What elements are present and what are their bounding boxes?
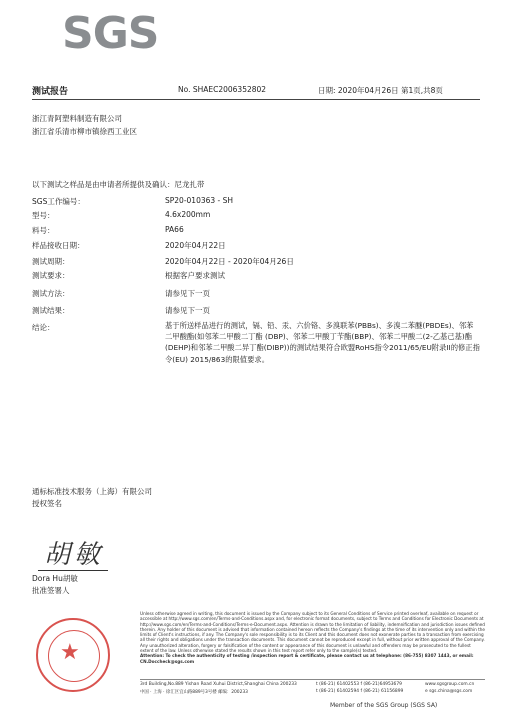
signatory-role: 授权签名 [32, 499, 62, 508]
footer-en-address: 3rd Building,No.889 Yishan Road Xuhui District,Shanghai China 200233 [140, 682, 297, 687]
client-name: 浙江青阿塑料制造有限公司 [32, 114, 122, 123]
report-number: No. SHAEC2006352802 [178, 85, 267, 94]
footer-cn-phone: t (86-21) 61402594 f (86-21) 61156899 [316, 689, 404, 694]
field-value-material: PA66 [165, 225, 184, 234]
field-value-received: 2020年04月22日 [165, 241, 226, 250]
footer-cn-email: e sgs.china@sgs.com [425, 689, 473, 694]
conclusion-text: 基于所送样品进行的测试，镉、铅、汞、六价铬、多溴联苯(PBBs)、多溴二苯醚(PBDEs)、邻苯二甲酸酯(如邻苯二甲酸二丁酯 (DBP)、邻苯二甲酸丁苄酯(BBP)、邻苯二甲酸二(2-乙基己基)酯(DEHP)和邻苯二甲酸二异丁酯(DIBP))的测试结果符合欧盟RoHS指令2011/65/EU附录II的修正指令(EU) 2015/863的限值要求。 [165, 321, 480, 364]
authenticity-attention: Attention: To check the authenticity of testing /inspection report & certificate, please contact us at telephone: (86-755) 8307 1443, or email: CN.Doccheck@sgs.com [140, 653, 474, 664]
sgs-logo: SGS [62, 8, 159, 59]
field-label-method: 测试方法： [32, 289, 70, 298]
field-value-model: 4.6x200mm [165, 210, 211, 219]
field-value-method: 请参见下一页 [165, 289, 210, 298]
footer-en-web: www.sgsgroup.com.cn [425, 682, 475, 687]
sample-intro: 以下测试之样品是由申请者所提供及确认：尼龙扎带 [32, 180, 205, 189]
header-divider [32, 99, 480, 100]
company-seal-icon: ★ [36, 618, 110, 692]
handwritten-signature: 胡敏 [44, 540, 105, 570]
field-label-requirement: 测试要求： [32, 271, 70, 280]
terms-fine-print: Unless otherwise agreed in writing, this document is issued by the Company subject to its General Conditions of Service printed overleaf, available on request or accessible at http://www.sgs.com/en/Terms-and-Conditions.aspx and, for electronic format documents, subject to Terms and Conditions for Electronic Documents at http://www.sgs.com/en/Terms-and-Conditions/Terms-e-Document.aspx. Attention is drawn to the limitation of liability, indemnification and jurisdiction issues defined therein. Any holder of this document is advised that information contained hereon reflects the Company's findings at the time of its intervention only and within the limits of Client's instructions, if any. The Company's sole responsibility is to its Client and this document does not exonerate parties to a transaction from exercising all their rights and obligations under the transaction documents. This document cannot be reproduced except in full, without prior written approval of the Company. Any unauthorized alteration, forgery or falsification of the content or appearance of this document is unlawful and offenders may be prosecuted to the fullest extent of the law. Unless otherwise stated the results shown in this test report refer only to the sample(s) tested. Attention: To check the authenticity of testing /inspection report & certificate, please contact us at telephone: (86-755) 8307 1443, or email: CN.Doccheck@sgs.com [140, 611, 486, 664]
signature-line [38, 570, 108, 571]
field-label-material: 料号： [32, 226, 55, 235]
field-value-job-no: SP20-010363 - SH [165, 196, 234, 205]
field-label-result: 测试结果： [32, 306, 70, 315]
conclusion-label: 结论： [32, 323, 55, 332]
footer-divider [140, 679, 485, 680]
footer-en-phone: t (86-21) 61402553 f (86-21)64953679 [316, 682, 402, 687]
field-value-result: 请参见下一页 [165, 306, 210, 315]
sgs-member-note: Member of the SGS Group (SGS SA) [330, 702, 438, 709]
signer-title: 批准签署人 [32, 586, 70, 595]
field-label-job-no: SGS工作编号： [32, 197, 85, 206]
report-title: 测试报告 [32, 87, 69, 97]
report-date-page: 日期: 2020年04月26日 第1页,共8页 [318, 86, 443, 95]
field-value-period: 2020年04月22日 - 2020年04月26日 [165, 257, 294, 266]
field-value-requirement: 根据客户要求测试 [165, 271, 225, 280]
field-label-received: 样品接收日期： [32, 241, 85, 250]
client-address: 浙江省乐清市柳市镇徐西工业区 [32, 127, 137, 136]
field-label-model: 型号： [32, 211, 55, 220]
company-name: 通标标准技术服务（上海）有限公司 [32, 487, 152, 496]
footer-cn-address: 中国 · 上海 · 徐汇区宜山路889号3号楼 邮编：200233 [140, 690, 248, 695]
field-label-period: 测试周期： [32, 257, 70, 266]
signer-name: Dora Hu胡敏 [32, 574, 78, 583]
